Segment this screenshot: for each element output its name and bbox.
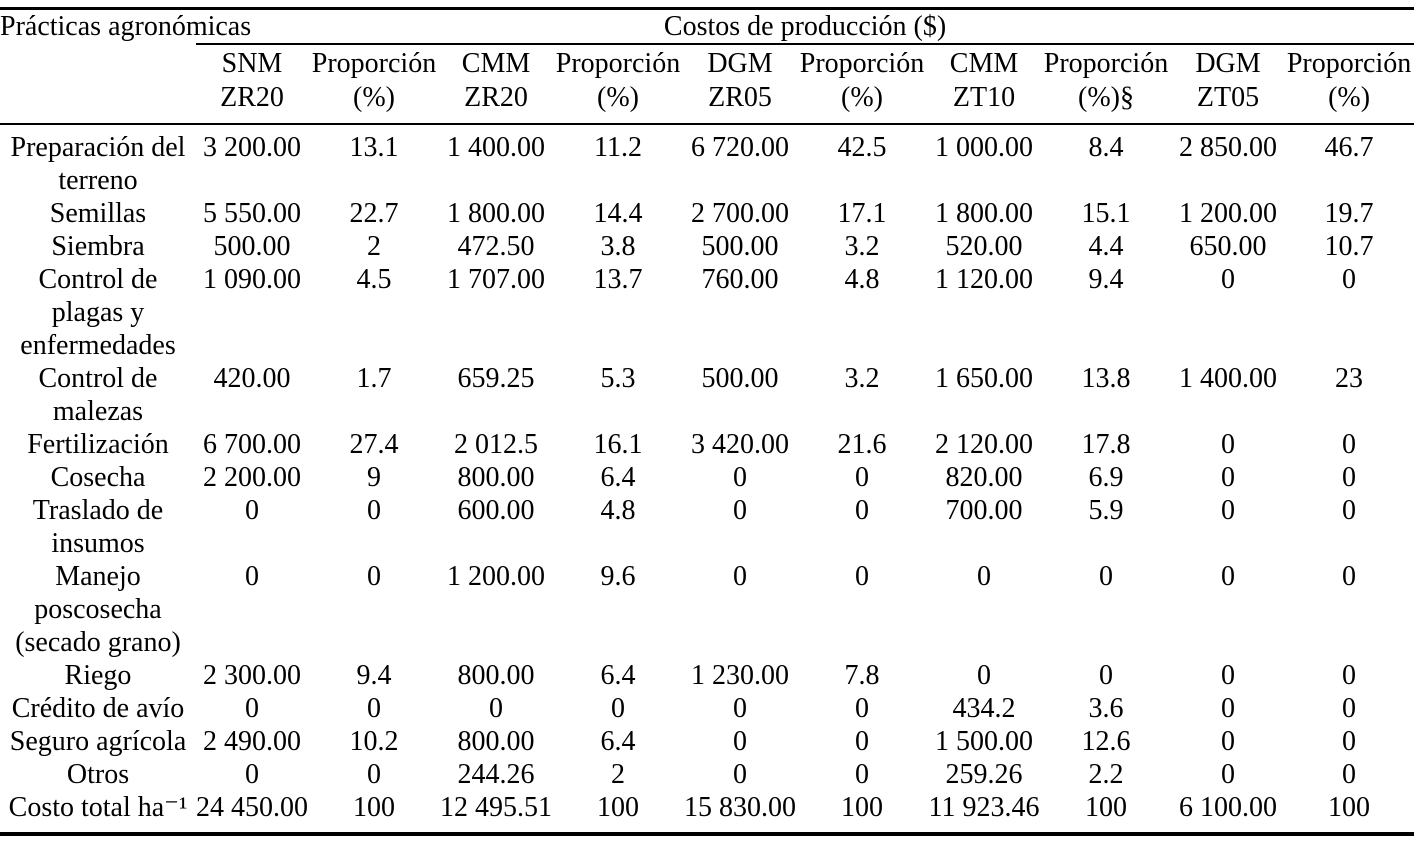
cell-value: 6.4 [600, 462, 636, 493]
cell-value: 1 400.00 [447, 132, 545, 163]
cell-value: 0 [1099, 561, 1113, 592]
column-header-row [0, 44, 1414, 124]
column-header-line: DGM [1195, 48, 1261, 79]
cell-value: 0 [1342, 759, 1357, 790]
column-header-line: CMM [949, 48, 1019, 79]
cell-value: 820.00 [945, 462, 1023, 493]
cell-value: 9 [367, 462, 381, 493]
row-label-line: Crédito de avío [11, 693, 185, 724]
cell-value: 650.00 [1189, 231, 1267, 262]
cell-value: 700.00 [945, 495, 1023, 526]
cell-value: 0 [245, 693, 259, 724]
cell-value: 1 707.00 [447, 264, 545, 295]
cell-value: 2 850.00 [1179, 132, 1277, 163]
cell-value: 2 300.00 [203, 660, 301, 691]
cell-value: 3.8 [600, 231, 636, 262]
cell-value: 800.00 [457, 660, 535, 691]
cell-value: 0 [855, 462, 869, 493]
cell-value: 9.6 [600, 561, 636, 592]
column-header-line: (%) [597, 82, 639, 113]
row-label-line: (secado grano) [15, 627, 181, 658]
cell-value: 16.1 [593, 429, 643, 460]
cell-value: 2 012.5 [454, 429, 538, 460]
row-label [0, 428, 196, 461]
column-header-line: Proporción [311, 48, 437, 79]
cell-value: 5.3 [600, 363, 636, 394]
cell-value: 9.4 [1088, 264, 1124, 295]
cell-value: 2 490.00 [203, 726, 301, 757]
row-label [0, 758, 196, 791]
table-row [0, 362, 1414, 428]
row-label-line: Control de [38, 363, 158, 394]
cell-value: 1.7 [356, 363, 392, 394]
cell-value: 5 550.00 [203, 198, 301, 229]
cell-value: 3.6 [1088, 693, 1124, 724]
cell-value: 0 [1342, 693, 1357, 724]
cell-value: 11 923.46 [928, 792, 1040, 823]
table-row [0, 659, 1414, 692]
production-costs-table [0, 7, 1414, 836]
cell-value: 15.1 [1081, 198, 1131, 229]
column-header-line: ZR20 [464, 82, 528, 113]
cell-value: 4.4 [1088, 231, 1124, 262]
cell-value: 22.7 [349, 198, 399, 229]
cell-value: 15 830.00 [684, 792, 796, 823]
cell-value: 1 000.00 [935, 132, 1033, 163]
cell-value: 6 100.00 [1179, 792, 1277, 823]
cell-value: 0 [1342, 495, 1357, 526]
cell-value: 800.00 [457, 462, 535, 493]
column-header-line: (%)§ [1078, 82, 1134, 113]
cell-value: 0 [733, 693, 747, 724]
cell-value: 500.00 [701, 231, 779, 262]
cell-value: 2 [367, 231, 381, 262]
column-header-dgm-zt05 [1172, 44, 1284, 124]
cell-value: 8.4 [1088, 132, 1124, 163]
cell-value: 0 [1342, 726, 1357, 757]
cell-value: 3.2 [844, 363, 880, 394]
cell-value: 420.00 [213, 363, 291, 394]
cell-value: 6 700.00 [203, 429, 301, 460]
table-row [0, 758, 1414, 791]
cell-value: 4.8 [600, 495, 636, 526]
cell-value: 1 400.00 [1179, 363, 1277, 394]
row-label [0, 692, 196, 725]
row-label [0, 494, 196, 560]
cell-value: 0 [367, 495, 381, 526]
row-label-line: insumos [51, 528, 145, 559]
cell-value: 6.4 [600, 726, 636, 757]
cell-value: 23 [1335, 363, 1364, 394]
cell-value: 2 700.00 [691, 198, 789, 229]
cell-value: 520.00 [945, 231, 1023, 262]
row-label-line: Costo total ha⁻¹ [8, 792, 188, 823]
table-row [0, 461, 1414, 494]
cell-value: 13.1 [349, 132, 399, 163]
cell-value: 46.7 [1324, 132, 1374, 163]
row-label-line: Semillas [49, 198, 147, 229]
cell-value: 11.2 [594, 132, 642, 163]
cell-value: 472.50 [457, 231, 535, 262]
cell-value: 1 500.00 [935, 726, 1033, 757]
cell-value: 0 [611, 693, 625, 724]
row-label-line: Traslado de [32, 495, 164, 526]
cell-value: 259.26 [945, 759, 1023, 790]
cell-value: 0 [245, 495, 259, 526]
column-header-cmm-zr20 [440, 44, 552, 124]
cell-value: 0 [733, 759, 747, 790]
cell-value: 0 [1221, 693, 1235, 724]
cell-value: 0 [1221, 429, 1235, 460]
table-body [0, 124, 1414, 834]
row-label-line: malezas [52, 396, 144, 427]
cell-value: 2 120.00 [935, 429, 1033, 460]
column-header-proporci-n [796, 44, 928, 124]
cell-value: 2 200.00 [203, 462, 301, 493]
column-header-proporci-n [552, 44, 684, 124]
row-label-line: Otros [66, 759, 130, 790]
cell-value: 3 420.00 [691, 429, 789, 460]
cell-value: 500.00 [701, 363, 779, 394]
cell-value: 0 [977, 561, 991, 592]
column-header-proporci-n [1284, 44, 1414, 124]
cell-value: 17.1 [837, 198, 887, 229]
column-header-cmm-zt10 [928, 44, 1040, 124]
cell-value: 600.00 [457, 495, 535, 526]
cell-value: 100 [1328, 792, 1371, 823]
cell-value: 3 200.00 [203, 132, 301, 163]
cell-value: 4.8 [844, 264, 880, 295]
row-label [0, 230, 196, 263]
cell-value: 100 [841, 792, 883, 823]
cell-value: 7.8 [844, 660, 880, 691]
cell-value: 0 [733, 726, 747, 757]
cell-value: 24 450.00 [196, 792, 308, 823]
column-header-snm-zr20 [196, 44, 308, 124]
cell-value: 0 [733, 561, 747, 592]
cell-value: 0 [1342, 561, 1357, 592]
column-header-proporci-n [308, 44, 440, 124]
cell-value: 2.2 [1088, 759, 1124, 790]
table-row [0, 494, 1414, 560]
table-row [0, 560, 1414, 659]
table-row [0, 791, 1414, 834]
cell-value: 3.2 [844, 231, 880, 262]
cell-value: 0 [855, 561, 869, 592]
cell-value: 0 [1342, 429, 1357, 460]
cell-value: 0 [245, 759, 259, 790]
cell-value: 0 [855, 495, 869, 526]
column-header-line: DGM [707, 48, 773, 79]
cell-value: 10.7 [1324, 231, 1374, 262]
cell-value: 0 [855, 759, 869, 790]
table-row [0, 692, 1414, 725]
column-header-line: ZR05 [708, 82, 772, 113]
cell-value: 0 [489, 693, 503, 724]
cell-value: 13.8 [1081, 363, 1131, 394]
cell-value: 0 [1342, 264, 1357, 295]
row-header-title: Prácticas agronómicas [0, 9, 196, 125]
cell-value: 0 [367, 561, 381, 592]
cell-value: 12.6 [1081, 726, 1131, 757]
cell-value: 0 [367, 693, 381, 724]
column-header-line: (%) [841, 82, 883, 113]
cell-value: 4.5 [356, 264, 392, 295]
cell-value: 0 [1221, 759, 1235, 790]
column-header-line: ZR20 [220, 82, 284, 113]
cell-value: 6.9 [1088, 462, 1124, 493]
cell-value: 0 [1221, 561, 1235, 592]
cell-value: 1 230.00 [691, 660, 789, 691]
row-label-line: poscosecha [34, 594, 162, 625]
row-label-line: Siembra [51, 231, 145, 262]
cell-value: 434.2 [952, 693, 1016, 724]
column-header-line: CMM [461, 48, 531, 79]
cell-value: 659.25 [457, 363, 535, 394]
cell-value: 0 [1221, 660, 1235, 691]
cell-value: 100 [1085, 792, 1127, 823]
row-label [0, 659, 196, 692]
cell-value: 14.4 [593, 198, 643, 229]
cell-value: 0 [733, 495, 747, 526]
cell-value: 1 200.00 [1179, 198, 1277, 229]
cell-value: 0 [1342, 462, 1357, 493]
column-header-line: Proporción [1286, 48, 1412, 79]
cell-value: 5.9 [1088, 495, 1124, 526]
row-label-line: enfermedades [20, 330, 176, 361]
cell-value: 1 120.00 [935, 264, 1033, 295]
cell-value: 500.00 [213, 231, 291, 262]
column-header-line: Proporción [1043, 48, 1169, 79]
cell-value: 2 [611, 759, 625, 790]
row-label [0, 791, 196, 834]
column-header-line: ZT05 [1196, 82, 1260, 113]
column-header-dgm-zr05 [684, 44, 796, 124]
cell-value: 0 [1099, 660, 1113, 691]
table-row [0, 263, 1414, 362]
row-label-line: Fertilización [27, 429, 169, 460]
table-row [0, 428, 1414, 461]
cell-value: 17.8 [1081, 429, 1131, 460]
cell-value: 0 [245, 561, 259, 592]
cell-value: 1 090.00 [203, 264, 301, 295]
row-label [0, 263, 196, 362]
table-row [0, 725, 1414, 758]
cell-value: 21.6 [837, 429, 887, 460]
row-label-line: Seguro agrícola [9, 726, 187, 757]
table-header [0, 9, 1414, 125]
row-label [0, 461, 196, 494]
row-label-line: Preparación del [10, 132, 186, 163]
cell-value: 0 [1221, 264, 1235, 295]
column-header-line: (%) [353, 82, 395, 113]
cell-value: 1 800.00 [447, 198, 545, 229]
cell-value: 6.4 [600, 660, 636, 691]
row-label-line: Manejo [55, 561, 141, 592]
cell-value: 0 [1342, 660, 1357, 691]
cell-value: 760.00 [701, 264, 779, 295]
row-label [0, 124, 196, 197]
cell-value: 0 [855, 726, 869, 757]
row-label-line: Cosecha [50, 462, 146, 493]
table-row [0, 124, 1414, 197]
cell-value: 0 [1221, 726, 1235, 757]
cell-value: 100 [353, 792, 395, 823]
row-label [0, 197, 196, 230]
cell-value: 0 [1221, 495, 1235, 526]
column-header-line: (%) [1328, 82, 1371, 113]
cell-value: 1 800.00 [935, 198, 1033, 229]
cell-value: 12 495.51 [440, 792, 552, 823]
row-label-line: terreno [58, 165, 138, 196]
cell-value: 6 720.00 [691, 132, 789, 163]
cell-value: 13.7 [593, 264, 643, 295]
row-label-line: Riego [64, 660, 132, 691]
row-label-line: plagas y [51, 297, 145, 328]
cell-value: 0 [977, 660, 991, 691]
cell-value: 0 [733, 462, 747, 493]
cell-value: 9.4 [356, 660, 392, 691]
cell-value: 0 [1221, 462, 1235, 493]
column-header-line: ZT10 [952, 82, 1016, 113]
cell-value: 800.00 [457, 726, 535, 757]
cell-value: 27.4 [349, 429, 399, 460]
cell-value: 244.26 [457, 759, 535, 790]
cell-value: 1 200.00 [447, 561, 545, 592]
column-header-line: Proporción [799, 48, 925, 79]
row-label [0, 725, 196, 758]
cell-value: 10.2 [349, 726, 399, 757]
cell-value: 19.7 [1324, 198, 1374, 229]
table-row [0, 230, 1414, 263]
group-header-costos: Costos de producción ($) [196, 9, 1414, 45]
column-header-line: SNM [221, 48, 283, 79]
cell-value: 100 [597, 792, 639, 823]
cell-value: 0 [855, 693, 869, 724]
column-header-proporci-n [1040, 44, 1172, 124]
cell-value: 42.5 [837, 132, 887, 163]
row-label [0, 560, 196, 659]
table-row [0, 197, 1414, 230]
column-header-line: Proporción [555, 48, 681, 79]
cell-value: 0 [367, 759, 381, 790]
cell-value: 1 650.00 [935, 363, 1033, 394]
row-label [0, 362, 196, 428]
row-label-line: Control de [38, 264, 158, 295]
